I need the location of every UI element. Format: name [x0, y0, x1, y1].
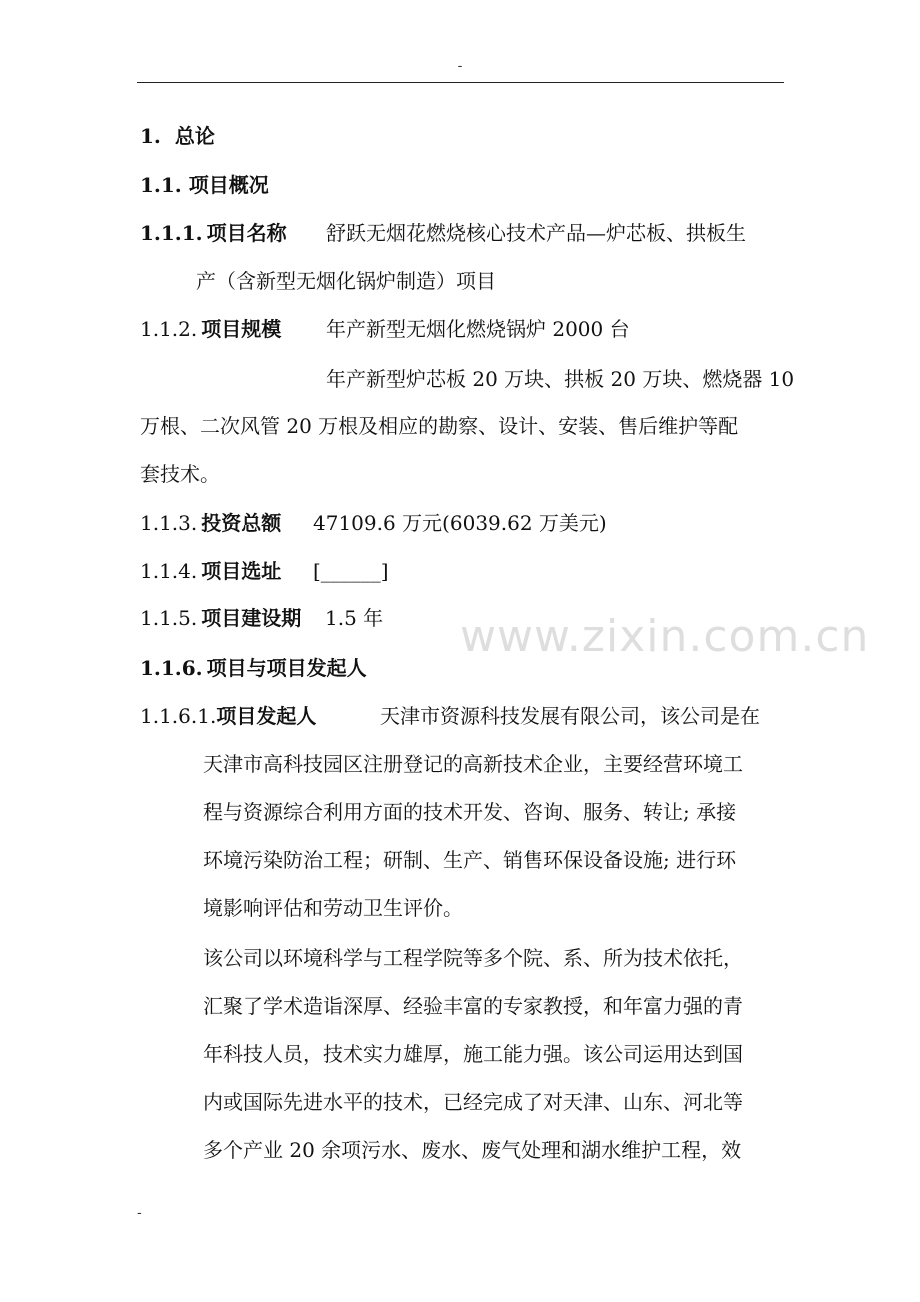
- item-1-1-3-value: 47109.6 万元(6039.62 万美元): [313, 511, 607, 535]
- item-1-1-1-value-cont: 产（含新型无烟化锅炉制造）项目: [196, 269, 496, 293]
- paragraph-line: 汇聚了学术造诣深厚、经验丰富的专家教授，和年富力强的青: [203, 994, 743, 1018]
- section-title: 项目概况: [188, 173, 269, 197]
- paragraph-line: 境影响评估和劳动卫生评价。: [203, 896, 463, 920]
- item-label: 投资总额: [201, 511, 282, 535]
- item-title: 项目与项目发起人: [206, 656, 367, 680]
- item-1-1-6-heading: [140, 655, 367, 681]
- item-1-1-5: [140, 605, 301, 631]
- section-title: 总论: [174, 124, 215, 148]
- header-mark: -: [457, 58, 463, 74]
- item-1-1-6-1: [140, 703, 316, 729]
- item-number: 1.1.2.: [140, 317, 198, 341]
- item-number: 1.1.6.: [140, 656, 203, 680]
- item-1-1-2-value-1: 年产新型无烟化燃烧锅炉 2000 台: [326, 317, 630, 341]
- item-label: 项目规模: [201, 317, 282, 341]
- section-heading-1-1: [140, 172, 269, 198]
- item-label: 项目名称: [206, 221, 287, 245]
- item-number: 1.1.3.: [140, 511, 198, 535]
- item-number: 1.1.6.1.: [140, 704, 217, 728]
- item-1-1-1-line1: [140, 220, 287, 246]
- paragraph-line: 该公司以环境科学与工程学院等多个院、系、所为技术依托，: [203, 946, 743, 970]
- item-1-1-2-line1: [140, 316, 281, 342]
- item-number: 1.1.4.: [140, 559, 198, 583]
- item-1-1-4: [140, 558, 281, 584]
- section-number: 1.1.: [140, 173, 182, 197]
- item-1-1-2-value-2: 年产新型炉芯板 20 万块、拱板 20 万块、燃烧器 10: [326, 367, 795, 391]
- paragraph-line: 环境污染防治工程；研制、生产、销售环保设备设施; 进行环: [203, 848, 737, 872]
- item-number: 1.1.5.: [140, 606, 198, 630]
- item-number: 1.1.1.: [140, 221, 203, 245]
- item-1-1-5-value: 1.5 年: [325, 606, 384, 630]
- paragraph-line: 年科技人员，技术实力雄厚，施工能力强。该公司运用达到国: [203, 1042, 743, 1066]
- item-label: 项目发起人: [216, 704, 317, 728]
- item-label: 项目选址: [201, 559, 282, 583]
- footer-mark: -: [137, 1205, 142, 1221]
- item-label: 项目建设期: [201, 606, 302, 630]
- item-1-1-4-value: [______]: [313, 559, 389, 583]
- paragraph-line: 天津市资源科技发展有限公司，该公司是在: [380, 704, 760, 728]
- paragraph-line: 天津市高科技园区注册登记的高新技术企业，主要经营环境工: [203, 752, 743, 776]
- header-rule: [137, 82, 784, 83]
- section-number: 1.: [140, 124, 161, 148]
- item-1-1-3: [140, 510, 281, 536]
- paragraph-line: 内或国际先进水平的技术，已经完成了对天津、山东、河北等: [203, 1090, 743, 1114]
- paragraph-line: 程与资源综合利用方面的技术开发、咨询、服务、转让; 承接: [203, 800, 737, 824]
- watermark: www.zixin.com.cn: [460, 611, 870, 662]
- section-heading-1: [140, 123, 215, 149]
- paragraph-line: 多个产业 20 余项污水、废水、废气处理和湖水维护工程，效: [203, 1138, 742, 1162]
- item-1-1-2-value-4: 套技术。: [140, 462, 220, 486]
- item-1-1-1-value: 舒跃无烟花燃烧核心技术产品—炉芯板、拱板生: [326, 221, 746, 245]
- item-1-1-2-value-3: 万根、二次风管 20 万根及相应的勘察、设计、安装、售后维护等配: [140, 414, 739, 438]
